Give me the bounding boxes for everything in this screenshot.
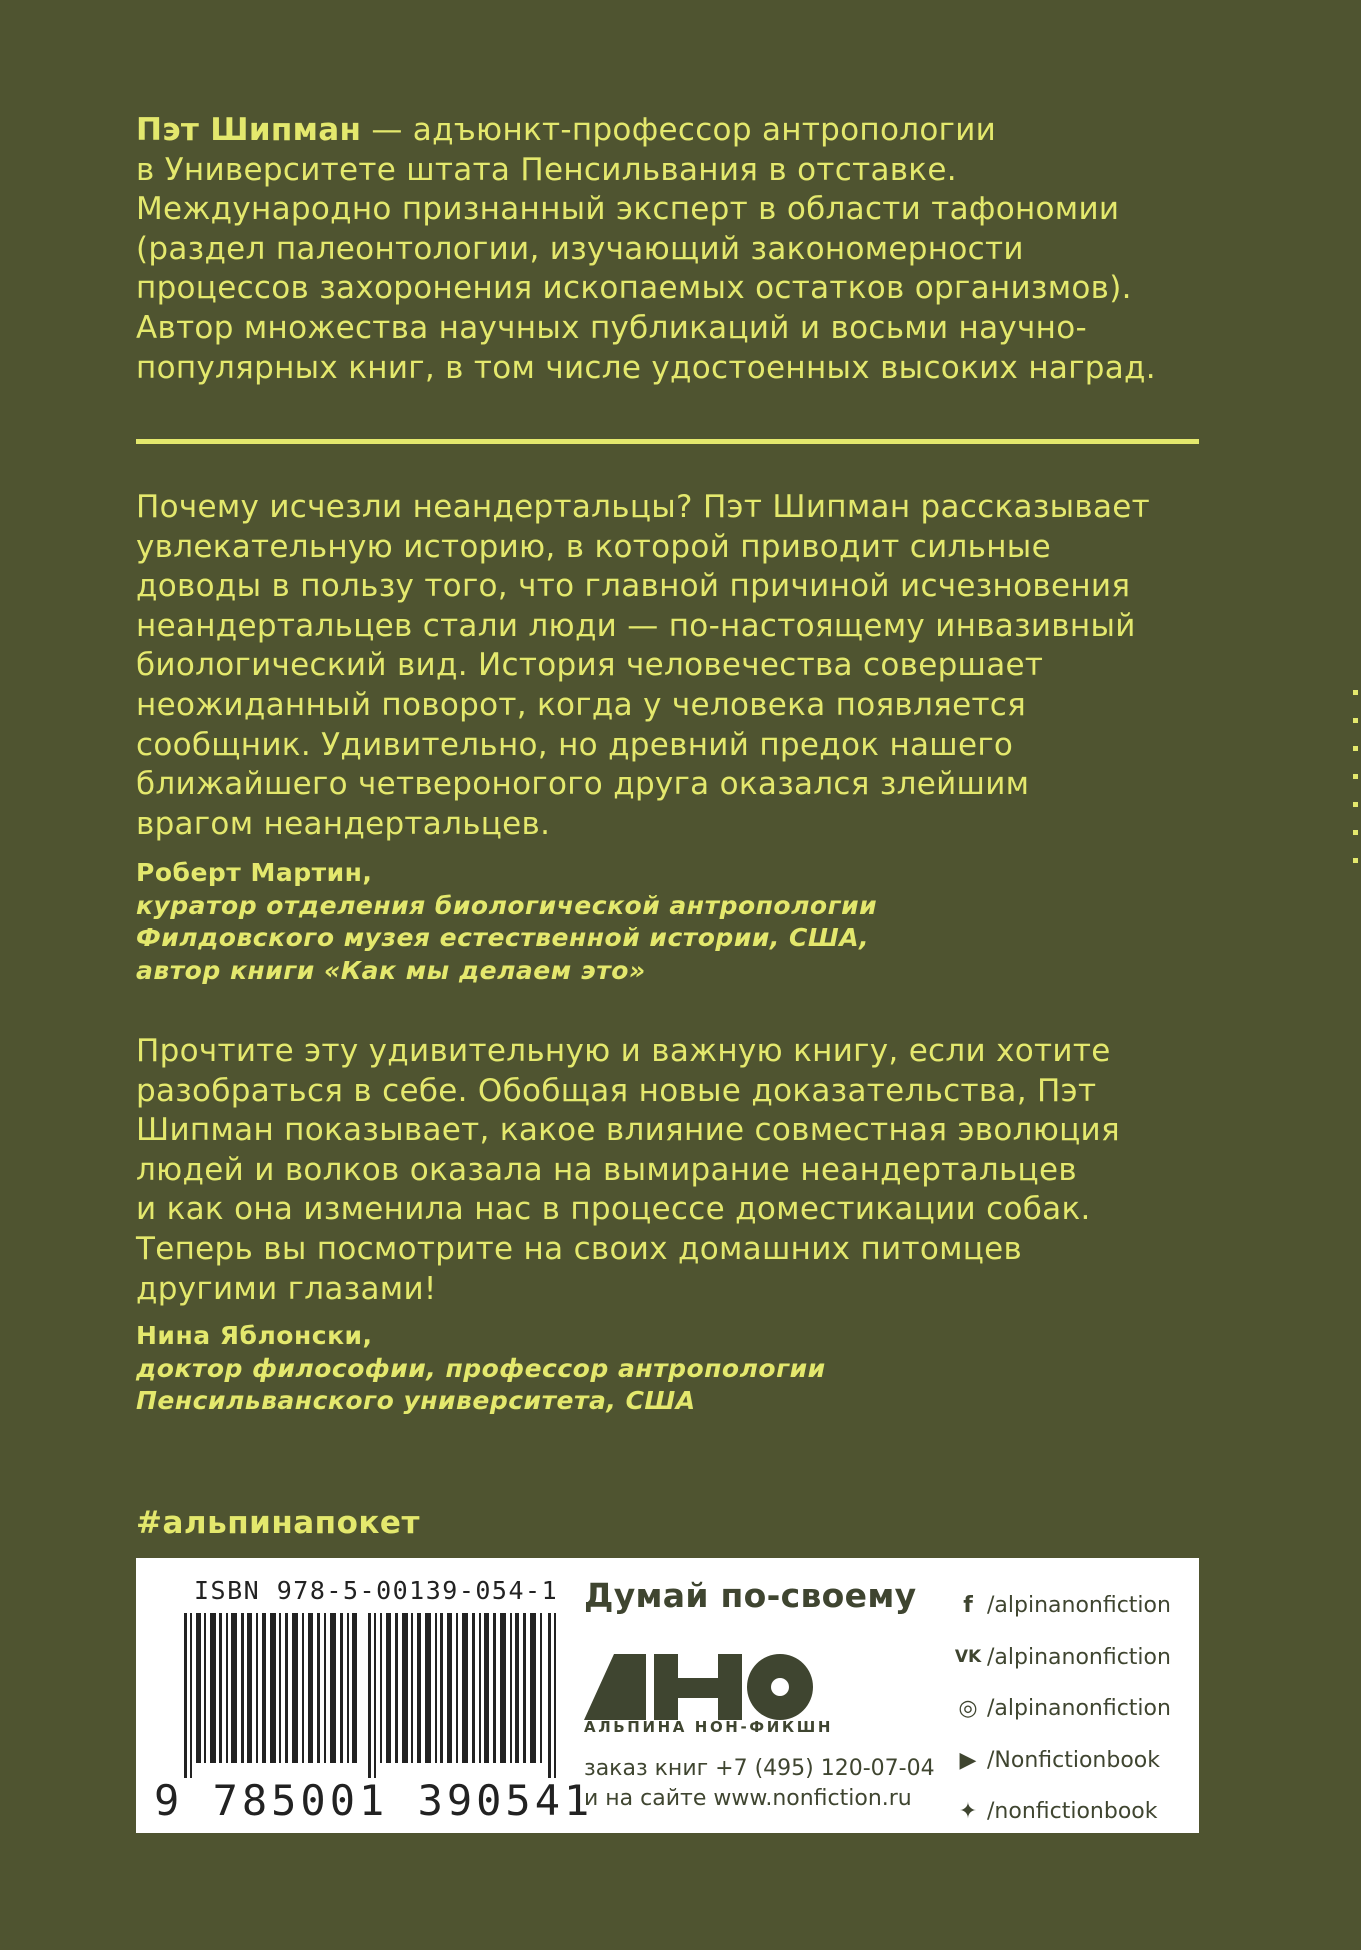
social-youtube[interactable] <box>951 1735 1171 1787</box>
review-line: биологический вид. История человечества совершает <box>136 647 1044 684</box>
reviewer-role: автор книги «Как мы делаем это» <box>136 955 646 985</box>
order-phone: заказ книг +7 (495) 120-07-04 <box>584 1756 935 1781</box>
review-line: разобраться в себе. Обобщая новые доказательства, Пэт <box>136 1072 1097 1109</box>
social-vk[interactable] <box>951 1632 1171 1684</box>
section-divider <box>136 439 1199 444</box>
review-line: неожиданный поворот, когда у человека появляется <box>136 686 1027 723</box>
barcode-digits: 9 785001 390541 <box>154 1776 594 1825</box>
twitter-icon: ✦ <box>958 1799 978 1825</box>
review-line: ближайшего четвероногого друга оказался злейшим <box>136 766 1030 803</box>
review-line: доводы в пользу того, что главной причиной исчезновения <box>136 568 1131 605</box>
reviewer-role: куратор отделения биологической антропологии <box>136 890 878 920</box>
review-line: увлекательную историю, в которой приводит сильные <box>136 528 1051 565</box>
instagram-icon: ◎ <box>958 1696 978 1722</box>
reviewer-role: доктор философии, профессор антропологии <box>136 1353 826 1383</box>
social-twitter[interactable] <box>951 1786 1171 1838</box>
reviewer-name: Роберт Мартин, <box>136 858 373 887</box>
social-handle: /alpinanonfiction <box>987 1696 1171 1722</box>
review-line: и как она изменила нас в процессе доместикации собак. <box>136 1191 1091 1228</box>
author-bio <box>136 111 1211 388</box>
order-info <box>584 1754 935 1814</box>
author-bio-line: Автор множества научных публикаций и восьми научно- <box>136 309 1087 346</box>
social-handle: /alpinanonfiction <box>987 1644 1171 1670</box>
publisher-footer <box>136 1558 1199 1833</box>
reviewer-name: Нина Яблонски, <box>136 1321 373 1350</box>
edge-marks <box>1353 690 1359 886</box>
order-website: и на сайте www.nonfiction.ru <box>584 1786 912 1811</box>
isbn-label: ISBN 978-5-00139-054-1 <box>194 1576 559 1605</box>
social-facebook[interactable] <box>951 1580 1171 1632</box>
author-name: Пэт Шипман <box>136 112 362 148</box>
review-line: врагом неандертальцев. <box>136 805 551 842</box>
social-handle: /nonfictionbook <box>987 1799 1158 1825</box>
review-line: сообщник. Удивительно, но древний предок нашего <box>136 726 1014 763</box>
publisher-name: АЛЬПИНА НОН-ФИКШН <box>584 1718 834 1736</box>
review-line: Теперь вы посмотрите на своих домашних питомцев <box>136 1230 1023 1267</box>
series-hashtag: #альпинапокет <box>136 1505 420 1541</box>
facebook-icon: f <box>963 1593 973 1619</box>
publisher-slogan: Думай по-своему <box>584 1576 917 1615</box>
author-bio-line: (раздел палеонтологии, изучающий закономерности <box>136 230 1024 267</box>
barcode-image <box>184 1613 569 1778</box>
review-line: Прочтите эту удивительную и важную книгу, если хотите <box>136 1033 1111 1069</box>
social-handle: /Nonfictionbook <box>987 1747 1160 1773</box>
author-bio-line: популярных книг, в том числе удостоенных высоких наград. <box>136 349 1156 386</box>
youtube-icon: ▶ <box>959 1747 977 1773</box>
reviewer-role: Филдовского музея естественной истории, США, <box>136 923 870 952</box>
review-martin <box>136 488 1211 844</box>
author-bio-line: процессов захоронения ископаемых остатков организмов). <box>136 270 1132 307</box>
author-bio-line: Пэт Шипман — адъюнкт-профессор антропологии <box>136 112 997 148</box>
reviewer-role: Пенсильванского университета, США <box>136 1386 696 1415</box>
review-line: другими глазами! <box>136 1270 437 1307</box>
social-handle: /alpinanonfiction <box>987 1593 1171 1619</box>
review-line: неандертальцев стали люди — по-настоящему инвазивный <box>136 607 1136 644</box>
social-links <box>951 1580 1171 1838</box>
review-line: людей и волков оказала на вымирание неандертальцев <box>136 1151 1077 1188</box>
vk-icon: VK <box>954 1647 982 1668</box>
review-line: Почему исчезли неандертальцы? Пэт Шипман рассказывает <box>136 489 1150 525</box>
author-bio-line: Международно признанный эксперт в области тафономии <box>136 191 1120 228</box>
review-line: Шипман показывает, какое влияние совместная эволюция <box>136 1112 1120 1149</box>
review-martin-signature <box>136 857 1211 987</box>
review-jablonski-signature <box>136 1320 1211 1418</box>
author-bio-line: в Университете штата Пенсильвания в отставке. <box>136 151 957 188</box>
review-jablonski <box>136 1032 1211 1309</box>
social-instagram[interactable] <box>951 1683 1171 1735</box>
